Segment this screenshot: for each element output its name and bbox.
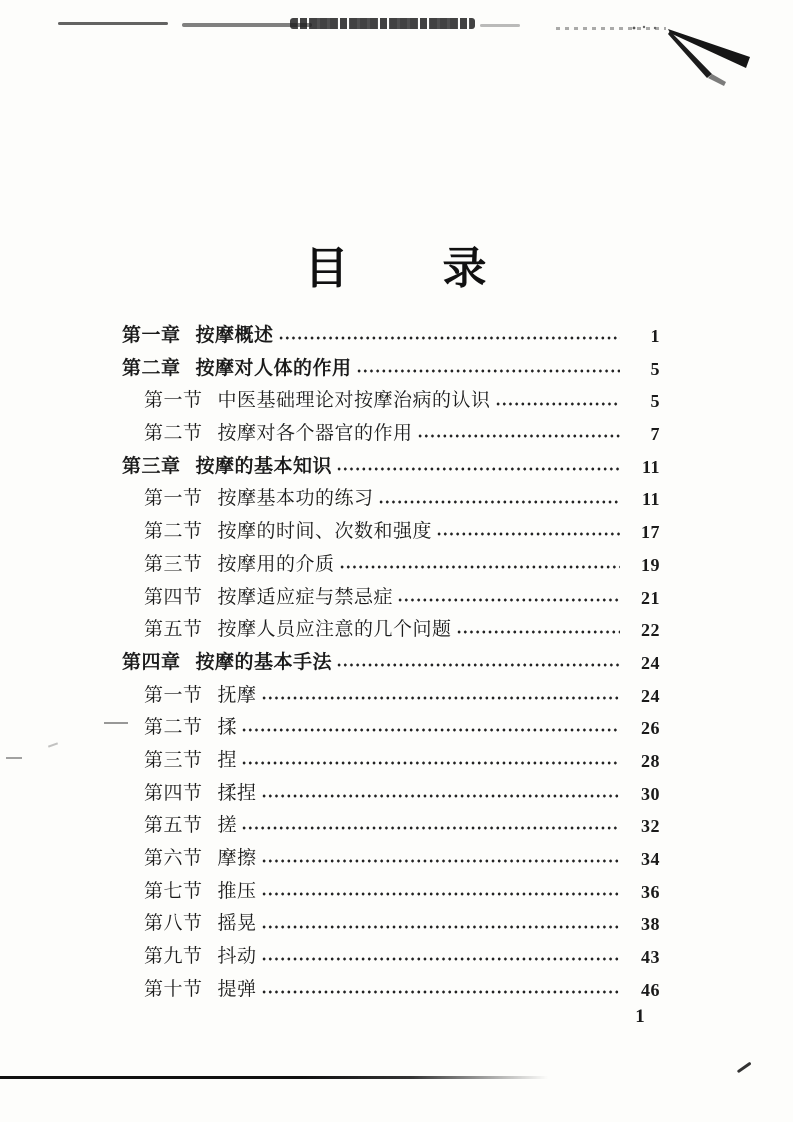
toc-entry-label: 第三章 — [122, 455, 181, 477]
toc-entry-label: 第四节 — [144, 782, 203, 804]
toc-entry-page-number: 1 — [650, 326, 660, 346]
toc-entry-page-number: 11 — [641, 456, 660, 477]
dot-leader — [456, 614, 620, 647]
dot-leader — [378, 483, 620, 516]
dot-leader — [261, 974, 620, 1007]
scan-noise-tick — [48, 742, 58, 747]
toc-entry-title: 搓 — [217, 815, 238, 837]
toc-entry — [122, 712, 660, 745]
toc-entry-title: 捏 — [217, 749, 238, 771]
toc-entry-page-number: 5 — [650, 358, 660, 379]
dot-leader — [336, 451, 620, 484]
dot-leader — [278, 320, 620, 353]
scan-noise-streak — [58, 22, 168, 25]
toc-entry-title: 按摩用的介质 — [217, 553, 335, 575]
toc-entry-page-number: 17 — [641, 522, 660, 543]
toc-entry-label: 第二节 — [144, 717, 203, 739]
toc-entry-title: 按摩的基本知识 — [195, 455, 333, 477]
dot-leader — [397, 582, 620, 615]
dot-leader — [336, 647, 620, 680]
dot-leader — [261, 941, 620, 974]
toc-entry-label: 第五节 — [144, 619, 203, 641]
toc-entry — [122, 320, 660, 353]
toc-entry-page-number: 28 — [641, 750, 660, 771]
toc-entry-title: 中医基础理论对按摩治病的认识 — [217, 390, 491, 412]
toc-entry — [122, 876, 660, 909]
toc-entry — [122, 385, 660, 418]
toc-entry-title: 按摩对人体的作用 — [195, 357, 352, 379]
toc-entry — [122, 549, 660, 582]
toc-entry-title: 推压 — [217, 880, 257, 902]
toc-entry-label: 第二节 — [144, 423, 203, 445]
dot-leader — [261, 876, 620, 909]
toc-entry-title: 抖动 — [217, 946, 257, 968]
toc-entry-page-number: 7 — [650, 424, 660, 445]
toc-entry — [122, 353, 660, 386]
toc-entry-title: 按摩基本功的练习 — [217, 488, 374, 510]
toc-entry-label: 第六节 — [144, 848, 203, 869]
toc-entry-title: 按摩人员应注意的几个问题 — [217, 619, 452, 641]
toc-entry-title: 按摩的时间、次数和强度 — [217, 521, 433, 543]
toc-entry — [122, 582, 660, 615]
dot-leader — [241, 810, 620, 843]
toc-entry-page-number: 32 — [641, 816, 660, 837]
toc-entry — [122, 778, 660, 811]
toc-entry — [122, 614, 660, 647]
dot-leader — [261, 908, 620, 941]
toc-entry — [122, 680, 660, 713]
toc-entry-label: 第十节 — [144, 978, 203, 1000]
toc-entry-page-number: 26 — [641, 718, 660, 739]
toc-entry-title: 按摩的基本手法 — [195, 651, 333, 673]
toc-entry-label: 第五节 — [144, 815, 203, 837]
toc-entry-label: 第二章 — [122, 357, 181, 379]
toc-entry-label: 第八节 — [144, 913, 203, 935]
toc-entry-page-number: 11 — [641, 489, 660, 510]
toc-entry-label: 第三节 — [144, 749, 203, 771]
toc-entry-title: 按摩对各个器官的作用 — [217, 423, 413, 445]
toc-entry-title: 摇晃 — [217, 913, 257, 935]
toc-entry-page-number: 36 — [641, 881, 660, 902]
dot-leader — [261, 680, 620, 713]
dot-leader — [339, 549, 620, 582]
toc-entry-page-number: 38 — [641, 914, 660, 935]
bottom-scan-edge-line — [0, 1076, 548, 1079]
toc-entry — [122, 745, 660, 778]
toc-entry-page-number: 19 — [641, 554, 660, 575]
toc-entry — [122, 418, 660, 451]
dot-leader — [241, 712, 620, 745]
toc-entry-page-number: 22 — [641, 620, 660, 641]
scan-noise-dots — [556, 27, 666, 30]
toc-entry-title: 按摩概述 — [195, 325, 274, 346]
toc-entry-page-number: 30 — [641, 783, 660, 804]
dot-leader — [417, 418, 620, 451]
dot-leader — [261, 778, 620, 811]
toc-entry-title: 揉捏 — [217, 782, 257, 804]
toc-entry-label: 第一节 — [144, 684, 203, 706]
toc-entry-page-number: 24 — [641, 685, 660, 706]
scan-noise-dash — [6, 757, 22, 759]
dot-leader — [241, 745, 620, 778]
toc-entry-title: 按摩适应症与禁忌症 — [217, 586, 394, 608]
toc-entry-label: 第七节 — [144, 880, 203, 902]
toc-entry — [122, 941, 660, 974]
toc-entry-title: 揉 — [217, 717, 238, 739]
toc-entry-label: 第一节 — [144, 390, 203, 412]
toc-entry-title: 摩擦 — [217, 848, 257, 869]
toc-entry — [122, 451, 660, 484]
toc-entry-title: 提弹 — [217, 978, 257, 1000]
toc-entry-label: 第九节 — [144, 946, 203, 968]
toc-entry — [122, 516, 660, 549]
dot-leader — [261, 843, 620, 876]
toc-entry-page-number: 46 — [641, 979, 660, 1000]
toc-entry — [122, 647, 660, 680]
toc-entry-page-number: 43 — [641, 947, 660, 968]
toc-entry — [122, 483, 660, 516]
dot-leader — [436, 516, 620, 549]
dot-leader — [356, 353, 620, 386]
toc-entry-label: 第二节 — [144, 521, 203, 543]
toc-entry — [122, 974, 660, 1007]
toc-entry-label: 第一节 — [144, 488, 203, 510]
toc-entry — [122, 843, 660, 876]
scan-noise-smudge — [290, 18, 475, 29]
toc-entry — [122, 908, 660, 941]
toc-entry-page-number: 34 — [641, 849, 660, 869]
scan-noise-streak — [182, 23, 312, 27]
corner-pen-mark-icon — [628, 12, 788, 107]
toc-entry-title: 抚摩 — [217, 684, 257, 706]
toc-entry — [122, 810, 660, 843]
scan-noise-streak — [480, 24, 520, 27]
folio-page-number: 1 — [635, 1006, 645, 1027]
toc-entry-label: 第三节 — [144, 553, 203, 575]
toc-entry-page-number: 24 — [641, 652, 660, 673]
page-title: 目 录 — [304, 244, 489, 293]
toc-entry-label: 第四章 — [122, 651, 181, 673]
table-of-contents — [122, 320, 660, 1006]
scan-noise-slash — [737, 1062, 752, 1073]
toc-entry-page-number: 21 — [641, 587, 660, 608]
toc-entry-label: 第一章 — [122, 325, 181, 346]
dot-leader — [495, 385, 620, 418]
toc-entry-label: 第四节 — [144, 586, 203, 608]
toc-entry-page-number: 5 — [650, 391, 660, 412]
